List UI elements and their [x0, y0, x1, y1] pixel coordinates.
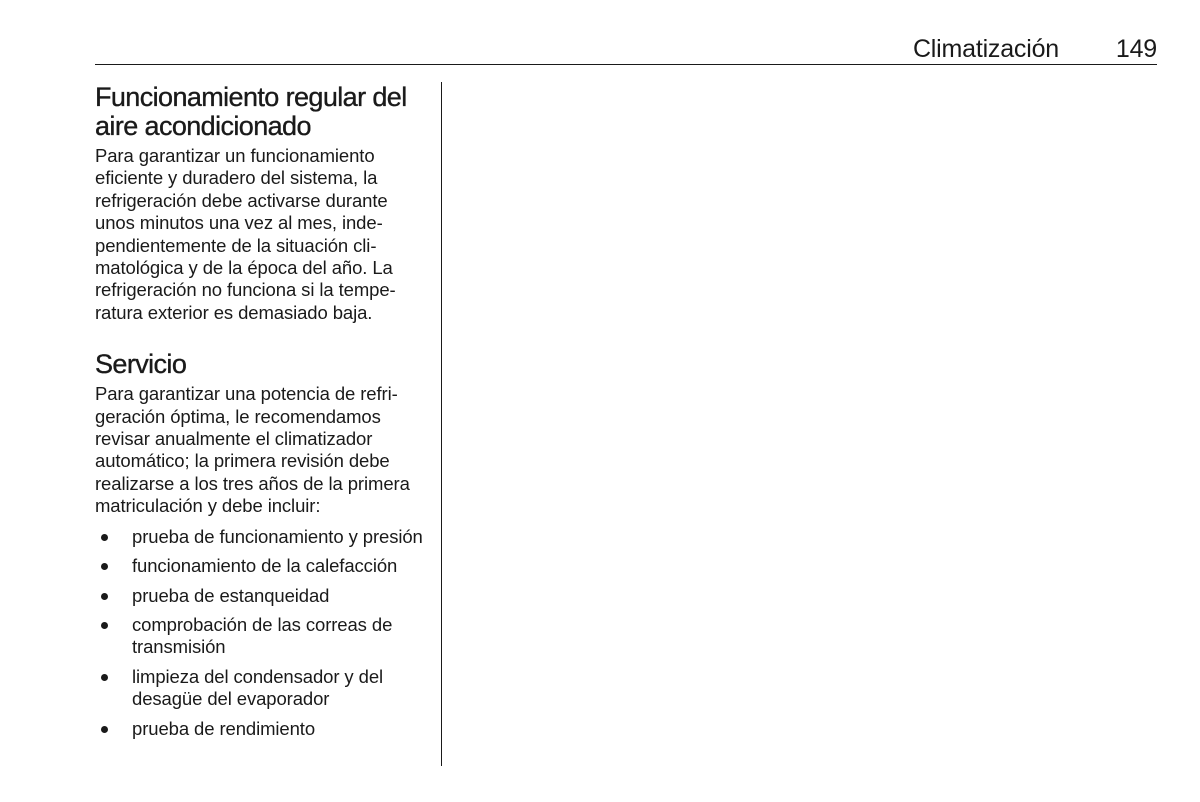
list-item-text: prueba de estanqueidad — [132, 584, 330, 606]
service-checklist — [95, 526, 427, 740]
list-item — [95, 585, 427, 607]
list-item-text: limpieza del condensador y del desagüe del evaporador — [132, 665, 384, 710]
list-item — [95, 718, 427, 740]
list-item-text: funcionamiento de la calefacción — [132, 555, 398, 577]
list-item-text: prueba de rendimiento — [132, 717, 316, 739]
column-divider — [441, 82, 442, 766]
list-item — [95, 555, 427, 577]
running-header — [95, 34, 1157, 65]
left-column — [95, 83, 427, 747]
list-item-text: comprobación de las correas de transmisión — [132, 613, 393, 658]
section-heading-aire-acondicionado: Funcionamiento regular del aire acondicionado — [95, 82, 407, 141]
bullet-icon — [101, 563, 108, 570]
bullet-icon — [101, 622, 108, 629]
bullet-icon — [101, 726, 108, 733]
section-heading-servicio: Servicio — [95, 349, 187, 380]
section-body-servicio: Para garantizar una potencia de refrigeración óptima, le recomendamos revisar anualmente el climatizador automático; la primera revisión debe realizarse a los tres años de la primera matriculación y debe incluir: — [95, 383, 410, 517]
list-item-text: prueba de funcionamiento y presión — [132, 525, 423, 547]
section-body-aire-acondicionado: Para garantizar un funcionamiento eficiente y duradero del sistema, la refrigeración debe activarse durante unos minutos una vez al mes, independientemente de la situación climatológica y de la época del año. La refrigeración no funciona si la temperatura exterior es demasiado baja. — [95, 145, 396, 323]
bullet-icon — [101, 534, 108, 541]
list-item — [95, 666, 427, 711]
section-title: Climatización — [912, 35, 1059, 63]
page-number: 149 — [1115, 35, 1157, 63]
list-item — [95, 614, 427, 659]
bullet-icon — [101, 593, 108, 600]
bullet-icon — [101, 674, 108, 681]
list-item — [95, 526, 427, 548]
